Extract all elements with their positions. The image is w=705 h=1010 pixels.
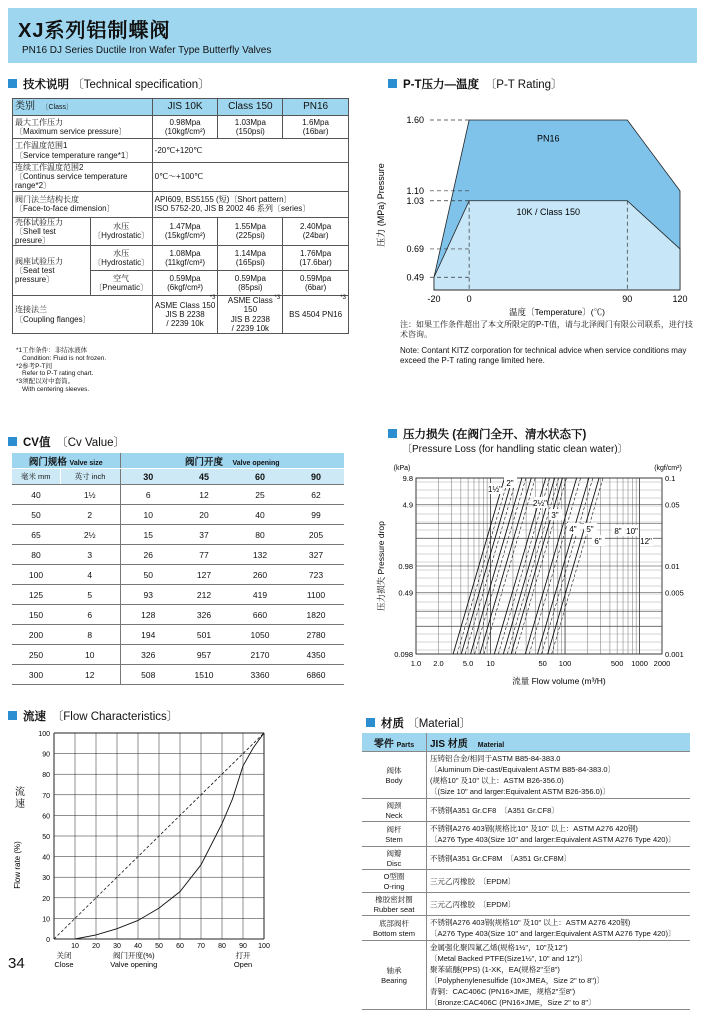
tech-row-label: 连接法兰 〔Coupling flanges〕 [13,296,153,334]
cv-cell: 2780 [288,625,344,645]
tech-cell: 0.59Mpa (6kgf/cm²) [152,271,218,296]
tech-cell: 1.14Mpa (165psi) [218,246,283,271]
cv-cell: 1820 [288,605,344,625]
tech-row-label: 壳体试验压力 〔Shell test presure〕 [13,217,91,246]
material-part: 底部阀杆 Bottom stem [362,916,427,941]
tech-head-class150: Class 150 [218,99,283,116]
material-row [362,893,690,916]
material-row [362,847,690,870]
flow-y-label-cn: 流 [15,787,25,798]
pl-size-label: 2" [506,479,514,488]
material-row [362,799,690,822]
pl-xtick: 10 [486,659,495,668]
pl-ytick-left: 0.49 [398,588,413,598]
tech-cell: 1.55Mpa (225psi) [218,217,283,246]
cv-row [12,585,344,605]
flow-x-close-en: Close [54,960,74,969]
cv-cell: 260 [232,565,288,585]
cv-head-mm: 毫米 mm [12,469,60,485]
cv-cell: 1½ [60,485,120,505]
pl-ytick-left: 4.9 [402,500,413,510]
cv-row [12,605,344,625]
pt-xtick: 120 [672,294,688,304]
page-number: 34 [8,955,25,972]
cv-cell: 8 [60,625,120,645]
flow-ytick: 30 [42,875,50,883]
cv-row [12,645,344,665]
cv-cell: 99 [288,505,344,525]
cv-cell: 50 [120,565,176,585]
cv-cell: 125 [12,585,60,605]
pt-ytick: 0.49 [406,272,424,283]
cv-cell: 6860 [288,665,344,685]
pl-ytick-right: 0.005 [665,588,684,598]
pl-xtick: 1.0 [410,659,422,668]
material-row [362,822,690,847]
pt-y-label: 压力 (MPa) Pressure [376,163,386,247]
cv-row [12,525,344,545]
pt-ytick: 1.10 [406,185,424,196]
pt-note-en: Note: Contant KITZ corporation for technical advice when service conditions may exceed the P-T rating range limited here. [400,346,687,365]
cv-cell: 10 [60,645,120,665]
material-row [362,916,690,941]
cv-cell: 6 [120,485,176,505]
tech-cell: 1.47Mpa (15kgf/cm²) [152,217,218,246]
cv-cell: 80 [232,525,288,545]
flow-xtick: 60 [176,943,184,950]
pl-size-label: 5" [586,525,594,534]
pl-ytick-right: 0.05 [665,500,680,510]
mat-head-part: 零件 Parts [362,733,427,752]
cv-cell: 12 [176,485,232,505]
material-table [362,733,690,1010]
pl-size-label: 6" [594,537,602,546]
bullet-square-icon [366,718,375,727]
material-row [362,941,690,1010]
pt-ytick: 1.03 [406,195,424,206]
flow-xtick: 90 [239,943,247,950]
page-title: XJ系列铝制蝶阀 [18,20,171,42]
cv-cell: 26 [120,545,176,565]
cv-cell: 77 [176,545,232,565]
cv-cell: 20 [176,505,232,525]
pl-xtick: 5.0 [462,659,474,668]
pl-ytick-right: 0.01 [665,562,680,571]
tech-medium: 空气 〔Pneumatic〕 [90,271,152,296]
cv-table [12,453,344,685]
pl-size-label: 4" [569,525,577,534]
flow-xtick: 40 [134,943,142,950]
flow-xtick: 80 [218,943,226,950]
pl-xtick: 2000 [653,659,671,668]
cv-cell: 3 [60,545,120,565]
cv-cell: 1050 [232,625,288,645]
cv-cell: 1100 [288,585,344,605]
flow-y-label-en: Flow rate (%) [13,841,22,889]
cv-cell: 508 [120,665,176,685]
material-part: 阀杆 Stem [362,822,427,847]
material-spec: 不锈钢A276 403钢(规格10" 及10" 以上：ASTM A276 420钢) 〔A276 Type 403(Size 10" and larger:Equivalent ASTM A276 Type 420)〕 [427,916,691,941]
flow-ytick: 50 [42,834,50,841]
tech-medium: 水压 〔Hydrostatic〕 [90,246,152,271]
cv-row [12,505,344,525]
pt-series-label: 10K / Class 150 [516,206,580,217]
pt-ytick: 1.60 [406,115,424,125]
tech-row-label: 工作温度范围1 〔Service temperature range*1〕 [13,139,153,163]
material-part: 阀瓣 Disc [362,847,427,870]
material-spec: 金属强化聚四氟乙烯(规格1½"，10"及12") 〔Metal Backed PTFE(Size1½", 10" and 12")〕 聚苯硫醚(PPS) (1-XK，EA(规格2"至8") 〔Polyphenylenesulfide (10×JMEA，Size 2" to 8")〕 青铜：CAC406C (PN16×JME，规格2"至8") 〔Bronze:CAC406C (PN16×JME，Size 2" to 8"〕 [427,941,691,1010]
material-spec: 压铸铝合金/相同于ASTM B85-84-383.0 〔Aluminum Die-cast/Equivalent ASTM B85-84-383.0〕 (规格10" 及10" 以上：ASTM B26-356.0) 〔(Size 10" and larger:Equivalent ASTM B26-356.0)〕 [427,752,691,799]
material-part: 轴承 Bearing [362,941,427,1010]
flow-x-mid-en: Valve opening [110,960,158,969]
cv-cell: 2170 [232,645,288,665]
cv-cell: 4350 [288,645,344,665]
cv-cell: 205 [288,525,344,545]
tech-head-jis: JIS 10K [152,99,218,116]
cv-cell: 93 [120,585,176,605]
pl-unit-left: (kPa) [393,465,411,472]
cv-cell: 250 [12,645,60,665]
cv-head-inch: 英寸 inch [60,469,120,485]
page-header [8,8,697,63]
tech-head-class: 类别 〔Class〕 [13,99,153,116]
cv-cell: 12 [60,665,120,685]
section-cv-title: CV值 〔Cv Value〕 [8,434,125,450]
cv-cell: 501 [176,625,232,645]
pt-ytick: 0.69 [406,243,424,254]
tech-row-label: 连续工作温度范围2 〔Continus service temperature range*2〕 [13,163,153,192]
pl-ytick-left: 0.98 [398,562,413,571]
tech-cell: 1.08Mpa (11kgf/cm²) [152,246,218,271]
cv-row [12,545,344,565]
cv-head-45: 45 [176,469,232,485]
pt-note-cn: 注：如果工作条件超出了本文所限定的P-T值，请与北泽阀门有限公司联系，进行技术咨询。 [400,320,693,340]
flow-ytick: 60 [42,813,50,821]
pl-y-label: 压力损失 Pressure drop [376,521,386,611]
pressure-loss-chart [370,456,700,696]
tech-notes: *1工作条件：非结冰液体 Condition: Fluid is not frozen. *2参考P-T间 Refer to P-T rating chart. *3须配以对中套筒。 With centering sleeves. [16,347,107,393]
bullet-square-icon [8,437,17,446]
cv-cell: 2½ [60,525,120,545]
tech-cell: *3 ASME Class 150 JIS B 2238 / 2239 10k [218,296,283,334]
tech-cell: 0.59Mpa (85psi) [218,271,283,296]
cv-cell: 62 [288,485,344,505]
tech-head-pn16: PN16 [283,99,349,116]
bullet-square-icon [8,711,17,720]
pl-xtick: 100 [558,659,572,668]
cv-cell: 50 [12,505,60,525]
cv-row [12,665,344,685]
cv-cell: 194 [120,625,176,645]
tech-cell: *3 BS 4504 PN16 [283,296,349,334]
flow-ytick: 10 [42,916,50,924]
cv-cell: 1510 [176,665,232,685]
material-spec: 三元乙丙橡胶 〔EPDM〕 [427,893,691,916]
tech-cell: 1.03Mpa (150psi) [218,116,283,139]
section-mat-title: 材质 〔Material〕 [366,715,471,731]
tech-spec-table [12,98,349,334]
flow-ytick: 90 [42,751,50,759]
flow-ytick: 20 [42,895,50,903]
cv-cell: 6 [60,605,120,625]
tech-cell: 2.40Mpa (24bar) [283,217,349,246]
mat-head-material: JIS 材质 Material [427,733,691,752]
flow-xtick: 20 [92,943,100,950]
material-part: 橡胶密封圈 Rubber seat [362,893,427,916]
tech-row-label: 阀座试验压力 〔Seat test pressure〕 [13,246,91,296]
cv-cell: 80 [12,545,60,565]
flow-ytick: 40 [42,854,50,862]
flow-y-label-cn: 速 [15,799,25,810]
cv-cell: 212 [176,585,232,605]
tech-cell: 1.76Mpa (17.6bar) [283,246,349,271]
tech-cell: 1.6Mpa (16bar) [283,116,349,139]
flow-ytick: 100 [38,731,50,738]
page-subtitle: PN16 DJ Series Ductile Iron Wafer Type Butterfly Valves [22,45,272,56]
pl-size-label: 2½" [533,499,547,508]
cv-cell: 40 [12,485,60,505]
cv-cell: 127 [176,565,232,585]
cv-cell: 300 [12,665,60,685]
pl-ytick-left: 9.8 [402,474,413,483]
pt-xtick: 0 [466,294,472,304]
cv-cell: 200 [12,625,60,645]
cv-cell: 65 [12,525,60,545]
cv-cell: 660 [232,605,288,625]
flow-xtick: 30 [113,943,121,950]
material-spec: 不锈钢A276 403钢(规格比10" 及10" 以上：ASTM A276 420钢) 〔A276 Type 403(Size 10" and larger:Equivalent ASTM A276 Type 420)〕 [427,822,691,847]
pt-series-label: PN16 [536,133,560,144]
material-part: 阀体 Body [362,752,427,799]
section-tech-title: 技术说明 〔Technical specification〕 [8,76,210,92]
tech-cell: 0.59Mpa (6bar) [283,271,349,296]
pl-size-label: 10" [626,527,638,536]
cv-cell: 10 [120,505,176,525]
tech-cell: 0℃～+100℃ [152,163,348,192]
material-spec: 不锈钢A351 Gr.CF8 〔A351 Gr.CF8〕 [427,799,691,822]
material-row [362,752,690,799]
flow-ytick: 0 [46,937,50,944]
cv-cell: 326 [176,605,232,625]
cv-cell: 4 [60,565,120,585]
tech-row-label: 阀门法兰结构长度 〔Face-to-face dimension〕 [13,191,153,217]
flow-ytick: 70 [42,792,50,800]
material-part: 阀颈 Neck [362,799,427,822]
pl-xtick: 1000 [631,659,648,668]
pt-x-label: 温度〔Temperature〕(℃) [509,307,605,317]
flow-x-open-en: Open [233,960,253,969]
cv-cell: 5 [60,585,120,605]
cv-cell: 100 [12,565,60,585]
pl-ytick-right: 0.1 [665,474,676,483]
material-row [362,870,690,893]
pt-chart [370,100,700,318]
cv-cell: 327 [288,545,344,565]
section-pl-en: 〔Pressure Loss (for handling static clean water)〕 [402,444,628,455]
pl-xtick: 50 [538,659,547,668]
flow-chart [10,725,280,973]
section-pl-title: 压力损失 (在阀门全开、清水状态下) [388,426,586,442]
pl-xtick: 500 [610,659,624,668]
pl-size-label: 1½" [488,485,502,494]
cv-cell: 25 [232,485,288,505]
tech-cell: 0.98Mpa (10kgf/cm²) [152,116,218,139]
cv-cell: 326 [120,645,176,665]
flow-xtick: 50 [155,943,163,950]
tech-cell: *3 ASME Class 150 JIS B 2238 / 2239 10k [152,296,218,334]
cv-cell: 957 [176,645,232,665]
pl-size-label: 12" [640,537,652,546]
section-flow-title: 流速 〔Flow Characteristics〕 [8,708,178,724]
pl-unit-right: (kgf/cm²) [654,465,682,472]
bullet-square-icon [388,79,397,88]
cv-cell: 2 [60,505,120,525]
cv-head-opening: 阀门开度 Valve opening [120,453,344,469]
cv-cell: 132 [232,545,288,565]
cv-cell: 3360 [232,665,288,685]
tech-cell: -20℃+120℃ [152,139,348,163]
pl-size-label: 8" [614,527,622,536]
cv-head-30: 30 [120,469,176,485]
cv-cell: 37 [176,525,232,545]
cv-head-size: 阀门规格 Valve size [12,453,120,469]
flow-ytick: 80 [42,772,50,780]
tech-row-label: 最大工作压力 〔Maximum service pressure〕 [13,116,153,139]
material-spec: 三元乙丙橡胶 〔EPDM〕 [427,870,691,893]
cv-cell: 40 [232,505,288,525]
cv-row [12,625,344,645]
bullet-square-icon [8,79,17,88]
pl-ytick-right: 0.001 [665,650,684,659]
pt-xtick: -20 [427,294,441,304]
pl-ytick-left: 0.098 [394,650,413,659]
cv-cell: 15 [120,525,176,545]
pl-size-label: 3" [551,511,559,520]
material-part: O型圈 O-ring [362,870,427,893]
cv-row [12,565,344,585]
pl-xtick: 2.0 [433,659,444,668]
cv-cell: 128 [120,605,176,625]
pl-x-label: 流量 Flow volume (m³/H) [512,676,606,686]
tech-medium: 水压 〔Hydrostatic〕 [90,217,152,246]
cv-cell: 419 [232,585,288,605]
cv-head-60: 60 [232,469,288,485]
pt-xtick: 90 [622,294,633,304]
tech-cell: API609, BS5155 (短)〔Short pattern〕 ISO 5752-20, JIS B 2002 46 系列〔series〕 [152,191,348,217]
flow-xtick: 10 [71,943,79,950]
flow-x-open: 打开 [235,951,251,960]
cv-cell: 723 [288,565,344,585]
material-spec: 不锈钢A351 Gr.CF8M 〔A351 Gr.CF8M〕 [427,847,691,870]
flow-xtick: 70 [197,943,205,950]
bullet-square-icon [388,429,397,438]
cv-head-90: 90 [288,469,344,485]
flow-x-close: 关闭 [56,951,72,960]
flow-x-mid: 阀门开度(%) [112,951,155,960]
section-pt-title: P-T压力—温度 〔P-T Rating〕 [388,76,563,92]
cv-cell: 150 [12,605,60,625]
cv-row [12,485,344,505]
flow-xtick: 100 [258,943,270,950]
